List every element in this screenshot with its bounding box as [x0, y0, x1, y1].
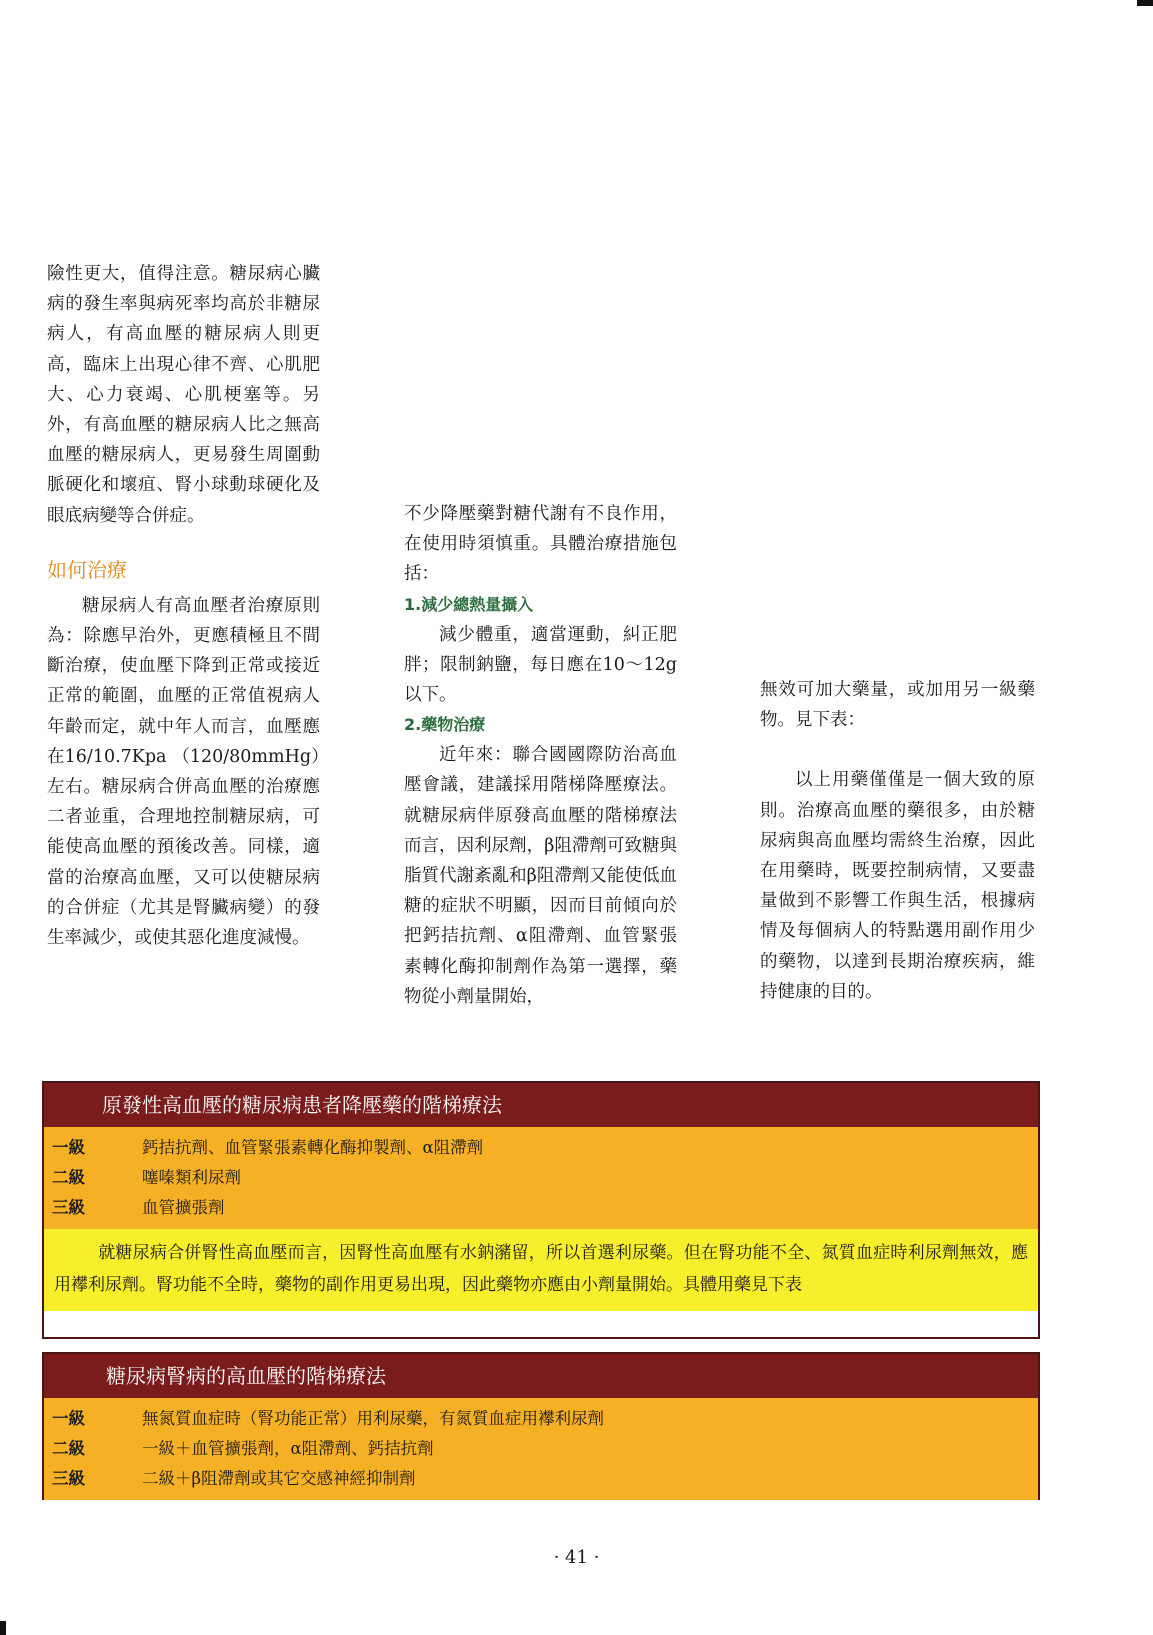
stepped-therapy-table-primary [42, 1081, 1040, 1339]
paragraph-see-table: 無效可加大藥量，或加用另一級藥物。見下表： [760, 680, 1035, 731]
level-label: 三級 [52, 1198, 85, 1217]
subheading-drug-therapy: 2.藥物治療 [404, 715, 486, 735]
level-label: 一級 [52, 1409, 85, 1428]
level-drugs: 無氮質血症時（腎功能正常）用利尿藥，有氮質血症用襻利尿劑 [142, 1409, 604, 1428]
text-column-left [47, 259, 320, 953]
page-number: · 41 · [553, 1547, 600, 1568]
stepped-therapy-table-nephropathy [42, 1352, 1040, 1500]
text-column-middle [404, 499, 677, 1012]
level-label: 一級 [52, 1138, 85, 1157]
table-row [44, 1434, 1038, 1464]
level-label: 二級 [52, 1168, 85, 1187]
paragraph-conclusion: 以上用藥僅僅是一個大致的原則。治療高血壓的藥很多，由於糖尿病與高血壓均需終生治療，因此在用藥時，既要控制病情，又要盡量做到不影響工作與生活，根據病情及每個病人的特點選用副作用少的藥物，以達到長期治療疾病，維持健康的目的。 [760, 770, 1035, 1002]
level-label: 二級 [52, 1439, 85, 1458]
level-drugs: 二級＋β阻滯劑或其它交感神經抑制劑 [142, 1469, 416, 1488]
section-heading-treatment: 如何治療 [47, 557, 127, 582]
table-title: 糖尿病腎病的高血壓的階梯療法 [44, 1354, 1038, 1398]
paragraph-calorie: 減少體重，適當運動，糾正肥胖；限制鈉鹽，每日應在10～12g以下。 [404, 624, 677, 706]
paragraph-intro: 不少降壓藥對糖代謝有不良作用，在使用時須慎重。具體治療措施包括： [404, 504, 677, 585]
table-row [44, 1133, 1038, 1163]
paragraph-drug-therapy: 近年來：聯合國國際防治高血壓會議，建議採用階梯降壓療法。就糖尿病伴原發高血壓的階梯療法而言，因利尿劑，β阻滯劑可致糖與脂質代謝紊亂和β阻滯劑又能使低血糖的症狀不明顯，因而目前傾向於把鈣拮抗劑、α阻滯劑、血管緊張素轉化酶抑制劑作為第一選擇，藥物從小劑量開始， [404, 745, 677, 1007]
table-body [44, 1127, 1038, 1229]
level-drugs: 一級＋血管擴張劑，α阻滯劑、鈣拮抗劑 [142, 1439, 434, 1458]
renal-note-text: 就糖尿病合併腎性高血壓而言，因腎性高血壓有水鈉瀦留，所以首選利尿藥。但在腎功能不全、氮質血症時利尿劑無效，應用襻利尿劑。腎功能不全時，藥物的副作用更易出現，因此藥物亦應由小劑量開始。具體用藥見下表 [54, 1243, 1028, 1295]
paragraph-intro: 險性更大，值得注意。糖尿病心臟病的發生率與病死率均高於非糖尿病人，有高血壓的糖尿病人則更高，臨床上出現心律不齊、心肌肥大、心力衰竭、心肌梗塞等。另外，有高血壓的糖尿病人比之無高血壓的糖尿病人，更易發生周圍動脈硬化和壞疽、腎小球動球硬化及眼底病變等合併症。 [47, 264, 320, 526]
level-drugs: 鈣拮抗劑、血管緊張素轉化酶抑製劑、α阻滯劑 [142, 1138, 484, 1157]
subheading-calorie: 1.減少總熱量攝入 [404, 594, 534, 614]
table-row [44, 1163, 1038, 1193]
level-drugs: 噻嗪類利尿劑 [142, 1168, 241, 1187]
renal-note [44, 1229, 1038, 1311]
paragraph-treatment: 糖尿病人有高血壓者治療原則為：除應早治外，更應積極且不間斷治療，使血壓下降到正常或接近正常的範圍，血壓的正常值視病人年齡而定，就中年人而言，血壓應在16/10.7Kpa （120/80mmHg）左右。糖尿病合併高血壓的治療應二者並重，合理地控制糖尿病，可能使高血壓的預後改善。同樣，適當的治療高血壓，又可以使糖尿病的合併症（尤其是腎臟病變）的發生率減少，或使其惡化進度減慢。 [47, 595, 320, 949]
table-row [44, 1464, 1038, 1494]
level-drugs: 血管擴張劑 [142, 1198, 225, 1217]
table-title: 原發性高血壓的糖尿病患者降壓藥的階梯療法 [44, 1083, 1038, 1127]
crop-mark-top-right [1137, 0, 1153, 6]
crop-mark-bottom-left [0, 1621, 6, 1635]
table-row [44, 1404, 1038, 1434]
level-label: 三級 [52, 1469, 85, 1488]
paragraph-spacer [760, 735, 1035, 765]
text-column-right [760, 675, 1035, 1007]
table-row [44, 1193, 1038, 1223]
table-body [44, 1398, 1038, 1500]
